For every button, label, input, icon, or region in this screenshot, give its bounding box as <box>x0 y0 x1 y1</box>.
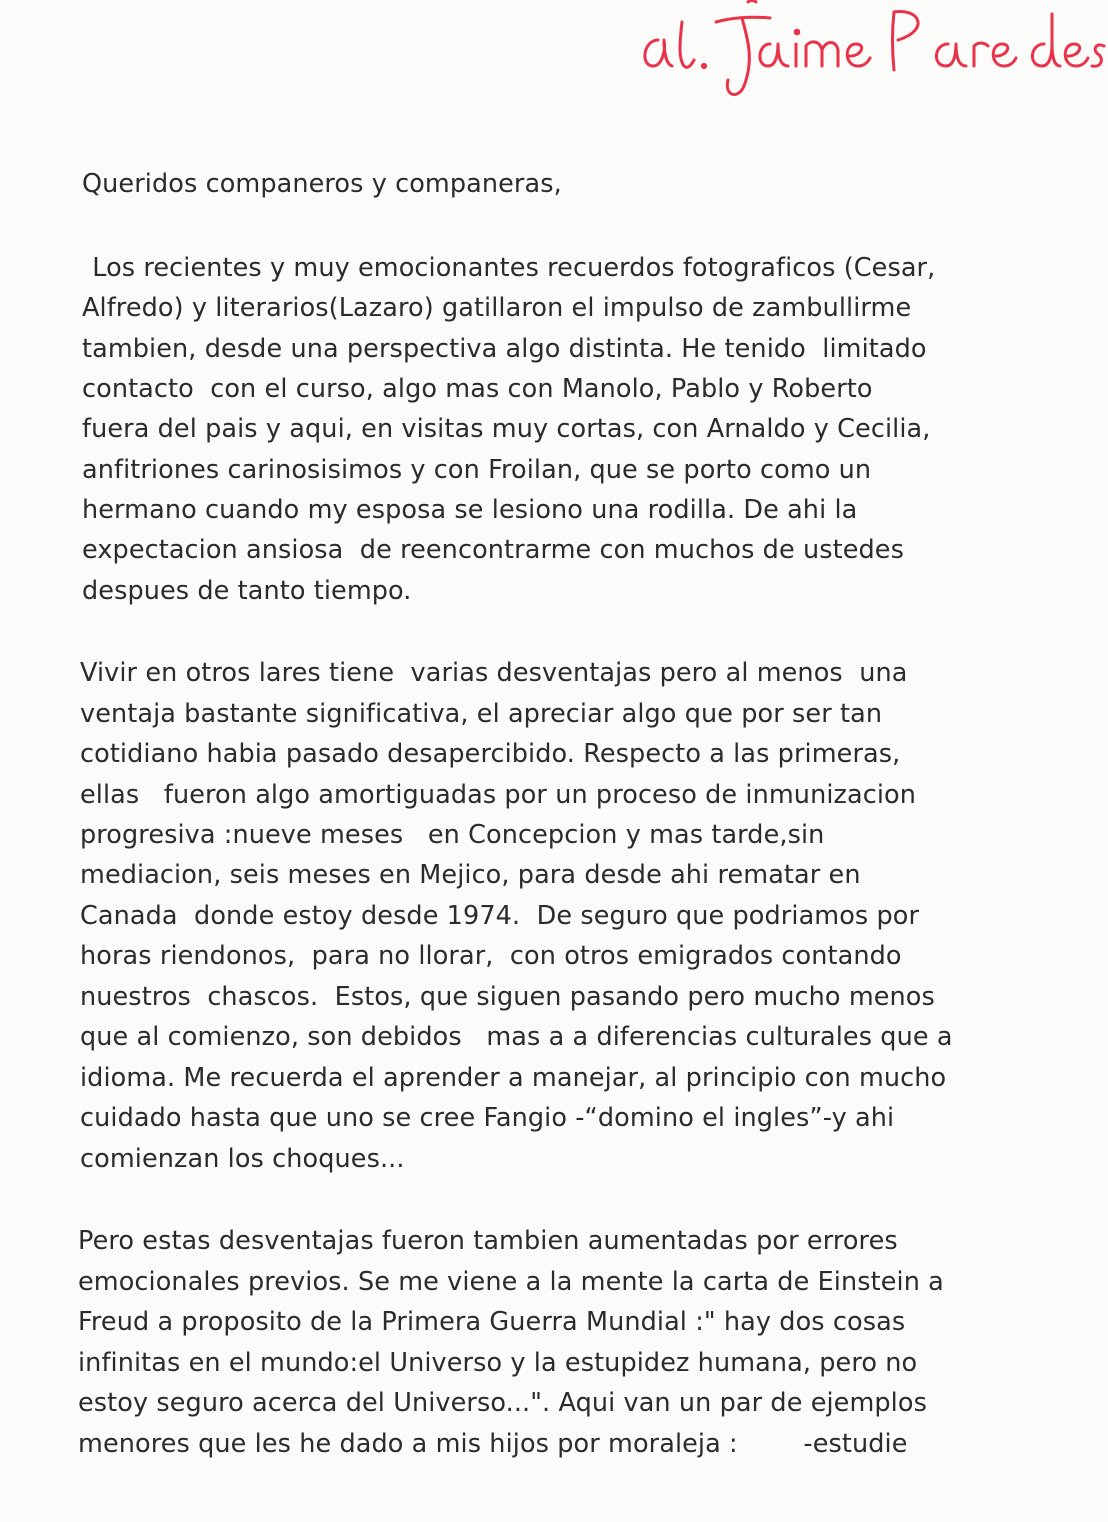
text-line: fuera del pais y aqui, en visitas muy cortas, con Arnaldo y Cecilia, <box>82 414 931 444</box>
text-line: infinitas en el mundo:el Universo y la estupidez humana, pero no <box>78 1348 918 1378</box>
text-line: Los recientes y muy emocionantes recuerdos fotograficos (Cesar, <box>84 253 936 283</box>
text-line: ventaja bastante significativa, el apreciar algo que por ser tan <box>80 699 883 729</box>
text-line: mediacion, seis meses en Mejico, para desde ahi rematar en <box>80 860 861 890</box>
text-line: cuidado hasta que uno se cree Fangio -“domino el ingles”-y ahi <box>80 1103 895 1133</box>
text-line: hermano cuando my esposa se lesiono una rodilla. De ahi la <box>82 495 858 525</box>
text-line: contacto con el curso, algo mas con Manolo, Pablo y Roberto <box>82 374 873 404</box>
text-line: que al comienzo, son debidos mas a a diferencias culturales que a <box>80 1022 953 1052</box>
text-line: idioma. Me recuerda el aprender a manejar, al principio con mucho <box>80 1063 947 1093</box>
greeting-line: Queridos companeros y companeras, <box>82 169 562 199</box>
text-line: horas riendonos, para no llorar, con otros emigrados contando <box>80 941 902 971</box>
text-line: progresiva :nueve meses en Concepcion y mas tarde,sin <box>80 820 825 850</box>
text-line: Alfredo) y literarios(Lazaro) gatillaron el impulso de zambullirme <box>82 293 912 323</box>
text-line: Freud a proposito de la Primera Guerra Mundial :" hay dos cosas <box>78 1307 906 1337</box>
handwritten-annotation <box>630 0 1108 110</box>
text-line: nuestros chascos. Estos, que siguen pasando pero mucho menos <box>80 982 935 1012</box>
text-line: despues de tanto tiempo. <box>82 576 412 606</box>
handwritten-signature-drawing <box>630 0 1108 110</box>
text-line: comienzan los choques... <box>80 1144 405 1174</box>
text-line: cotidiano habia pasado desapercibido. Respecto a las primeras, <box>80 739 901 769</box>
text-line: ellas fueron algo amortiguadas por un proceso de inmunizacion <box>80 780 916 810</box>
text-line: anfitriones carinosisimos y con Froilan, que se porto como un <box>82 455 872 485</box>
text-line: menores que les he dado a mis hijos por moraleja : -estudie <box>78 1429 908 1459</box>
text-line: Canada donde estoy desde 1974. De seguro que podriamos por <box>80 901 920 931</box>
text-line: Pero estas desventajas fueron tambien aumentadas por errores <box>78 1226 898 1256</box>
text-line: emocionales previos. Se me viene a la mente la carta de Einstein a <box>78 1267 944 1297</box>
text-line: tambien, desde una perspectiva algo distinta. He tenido limitado <box>82 334 927 364</box>
text-line: estoy seguro acerca del Universo...". Aqui van un par de ejemplos <box>78 1388 927 1418</box>
text-line: expectacion ansiosa de reencontrarme con muchos de ustedes <box>82 535 904 565</box>
text-line: Vivir en otros lares tiene varias desventajas pero al menos una <box>80 658 908 688</box>
